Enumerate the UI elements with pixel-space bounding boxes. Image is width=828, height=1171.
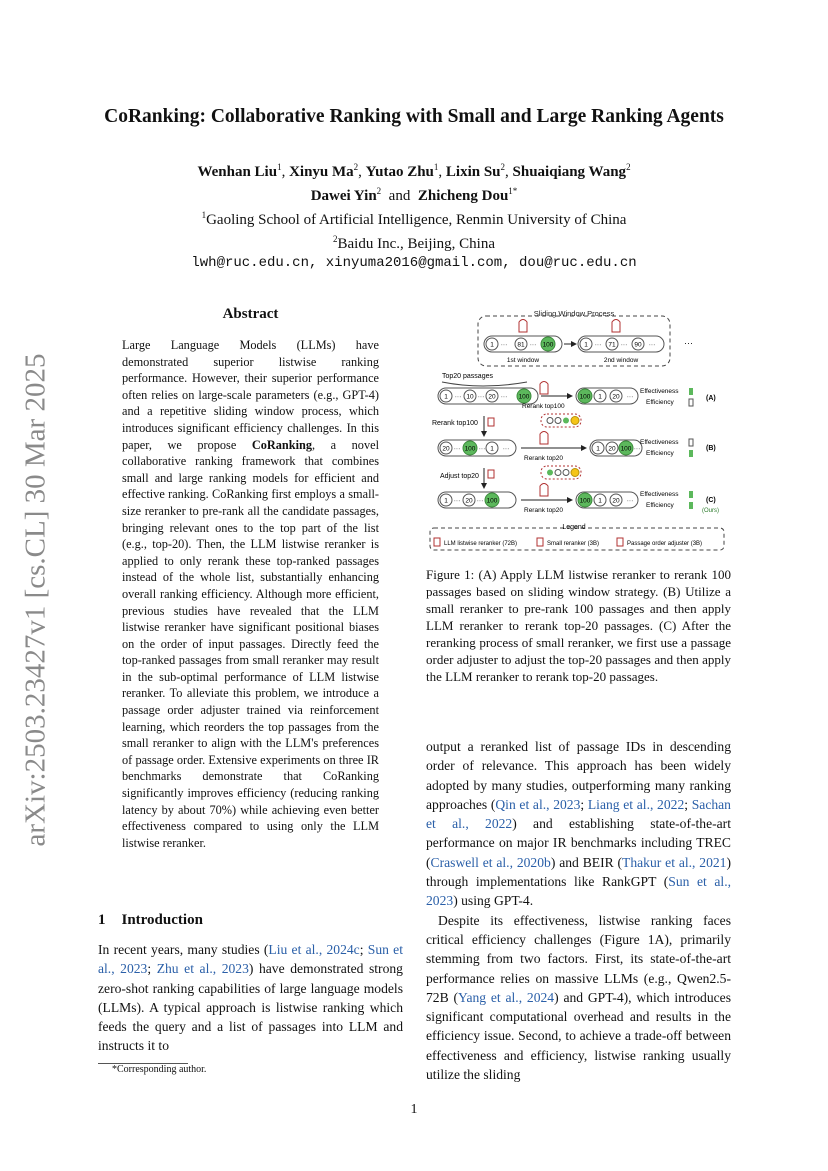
row-b-tag: (B) [706,445,716,452]
node-label: 100 [464,445,476,453]
affil-text: Baidu Inc., Beijing, China [337,236,495,252]
node-label: 1 [490,341,494,349]
node-label: 81 [517,341,525,349]
node-label: ··· [500,341,508,349]
text-run: ; [147,961,157,977]
author-sup: 1 [277,162,282,172]
abstract-heading: Abstract [222,306,279,322]
node-label: ··· [633,445,641,453]
row-b-output-nodes [592,441,640,455]
window-2-nodes [580,338,655,350]
row-c-output-nodes [578,493,633,507]
section-title: Introduction [121,912,203,928]
node-label: ··· [529,341,537,349]
node-label: ··· [453,445,461,453]
author-sup: 2 [626,162,631,172]
effectiveness-label: Effectiveness [640,491,679,498]
ellipsis: ··· [684,338,693,348]
node-label: ··· [626,497,634,505]
node-label: 1 [584,341,588,349]
effectiveness-bar [689,491,693,498]
legend-small-icon [537,538,543,546]
row-b-nodes [440,441,509,455]
abstract-bold-term: CoRanking [251,437,312,452]
order-adjuster-icon [488,470,494,478]
node-label: 100 [620,445,632,453]
node-label: 20 [465,497,473,505]
legend-adjuster-label: Passage order adjuster (3B) [627,541,703,547]
author-name: Yutao Zhu [365,164,434,180]
sliding-window-title: Sliding Window Process [533,309,615,318]
efficiency-bar [689,450,693,457]
citation-link[interactable]: Craswell et al., 2020b [430,854,551,870]
legend-adjuster-icon [617,538,623,546]
bubble-dot [555,470,561,476]
author-name: Xinyu Ma [289,164,354,180]
section-number: 1 [98,912,106,928]
bubble-dot [547,470,553,476]
citation-link[interactable]: Thakur et al., 2021 [622,854,727,870]
page-number: 1 [410,1102,418,1117]
legend-title: Legend [562,524,586,531]
top20-label: Top20 passages [442,373,493,380]
citation-link[interactable]: Liang et al., 2022 [587,796,685,812]
node-label: 20 [612,497,620,505]
abstract-text: Large Language Models (LLMs) have demonstrated superior listwise ranking performance. However, their superior performance often relies on large-scale parameters (e.g., GPT-4) and a repetitive sliding window process, which introduces significant efficiency challenges. In this paper, we propose [122,338,379,452]
author-name: Lixin Su [445,164,501,180]
node-label: 20 [612,393,620,401]
footnote: *Corresponding author. [112,1064,207,1075]
arxiv-sidebar-stamp [12,345,60,855]
window-1-label: 1st window [506,357,540,364]
affil-sup: 1 [201,210,207,220]
citation-link[interactable]: Liu et al., 2024c [268,942,360,957]
intro-heading [98,912,203,929]
llm-llama-icon [540,484,548,497]
rerank-top100-label: Rerank top100 [432,420,478,427]
legend-llm-label: LLM listwise reranker (72B) [444,541,518,547]
row-a-tag: (A) [706,395,716,402]
text-run: ) using GPT-4. [453,893,534,909]
abstract-text: , a novel collaborative ranking framework that combines small and large ranking models for efficient and effective ranking. CoRanking first employs a small-size reranker to pre-rank all the candidate passages, bringing relevant ones to the top part of the list (e.g., top-20). Then, the LLM listwise reranker is applied to only rerank these top-ranked passages instead of the whole list, substantially enhancing overall ranking efficiency. Although more efficient, previous studies have revealed that the LLM listwise reranker have significant positional biases on the order of input passages. Directly feed the top-ranked passages from small reranker may result in the sub-optimal performance of LLM listwise reranker. To alleviate this problem, we introduce a passage order adjuster trained via reinforcement learning, which reorders the top passages from the small reranker to align with the LLM's preferences of passage order. Extensive experiments on three IR benchmarks demonstrate that CoRanking significantly improves efficiency (reducing ranking latency by about 70%) while achieving even better effectiveness compared to using only the LLM listwise reranker. [122,437,379,850]
row-a-action: Rerank top100 [522,403,565,410]
author-sup: 1* [508,186,518,196]
author-name: Shuaiqiang Wang [512,164,627,180]
node-label: 71 [608,341,616,349]
author-emails: lwh@ruc.edu.cn, xinyuma2016@gmail.com, dou@ruc.edu.cn [191,255,637,271]
author-sup: 2 [353,162,359,172]
row-c-action: Rerank top20 [524,507,564,514]
node-label: 100 [486,497,498,505]
arxiv-id: arXiv:2503.23427v1 [cs.CL] 30 Mar 2025 [19,353,52,847]
text-run: ) and BEIR ( [550,854,623,870]
node-label: 90 [634,341,642,349]
legend-small-label: Small reranker (3B) [547,541,600,547]
text-run: ) and establishing state-of-the-art performance on major IR benchmarks including TREC ( [426,816,731,870]
text-run: ) have demonstrated strong zero-shot ranking capabilities of large language models (LLMs). A typical approach is listwise ranking which feeds the query and a list of passages into LLM and instructs it to [98,961,403,1054]
node-label: 20 [608,445,616,453]
node-label: 10 [466,393,474,401]
node-label: ··· [620,341,628,349]
author-name: Dawei Yin [310,188,377,204]
row-a-output-nodes [578,389,633,403]
node-label: 1 [596,445,600,453]
effectiveness-label: Effectiveness [640,388,679,395]
node-label: 1 [444,393,448,401]
sad-face-icon [571,417,579,425]
authors-line-2 [0,182,828,206]
citation-link[interactable]: Sun et al., 2023 [98,942,403,977]
node-label: ··· [477,393,485,401]
citation-link[interactable]: Sachan et al., 2022 [426,796,731,832]
happy-face-icon [571,469,579,477]
figure-1 [426,302,731,557]
author-name: Wenhan Liu [197,164,278,180]
node-label: ··· [478,445,486,453]
bubble-dot [555,418,561,424]
node-label: ··· [502,445,510,453]
affil-sup: 2 [333,234,338,244]
effectiveness-bar [689,439,693,446]
llm-llama-icon [540,432,548,445]
text-run: ; [684,796,692,812]
text-run: In recent years, many studies ( [98,942,269,957]
llm-llama-icon [540,382,548,395]
ours-tag: (Ours) [702,508,719,514]
right-column-body [426,737,731,1084]
intro-body [98,940,403,1056]
text-run: ) through implementations like RankGPT ( [426,854,732,890]
author-sup: 2 [500,162,506,172]
efficiency-label: Efficiency [646,450,674,457]
efficiency-label: Efficiency [646,502,674,509]
row-b-action: Rerank top20 [524,455,564,462]
node-label: 1 [598,393,602,401]
node-label: 20 [488,393,496,401]
node-label: ··· [453,497,461,505]
author-block [0,158,828,273]
node-label: 1 [598,497,602,505]
top20-brace [442,382,527,386]
text-run: ; [580,796,588,812]
text-run: ) and GPT-4), which introduces significant computational overhead and results in the efficiency issue. Second, to achieve a trade-off between effectiveness and efficiency, listwise ranking usually utilize the sliding [426,989,732,1083]
row-c-tag: (C) [706,497,716,504]
row-a-nodes [440,389,531,403]
abstract-body [122,337,379,851]
affiliation-2 [0,230,828,254]
node-label: ··· [500,393,508,401]
author-sup: 1 [433,162,439,172]
adjust-top20-label: Adjust top20 [440,473,479,480]
author-sup: 2 [376,186,382,196]
paper-title: CoRanking: Collaborative Ranking with Small and Large Ranking Agents [104,106,724,127]
small-reranker-icon [488,418,494,426]
row-c-nodes [440,493,499,507]
citation-link[interactable]: Yang et al., 2024 [458,989,555,1005]
window-1-nodes [486,337,555,351]
efficiency-label: Efficiency [646,399,674,406]
bubble-dot [563,418,569,424]
figure-1-diagram [426,302,731,557]
bubble-dot [563,470,569,476]
effectiveness-label: Effectiveness [640,439,679,446]
authors-line-1: Wenhan Liu$^1$, Xinyu Ma$^2$, Yutao Zhu$^1$, Lixin Su$^2$, Shuaiqiang Wang$^2$ [197,162,631,180]
node-label: 20 [442,445,450,453]
effectiveness-bar [689,388,693,395]
node-label: ··· [594,341,602,349]
citation-link[interactable]: Qin et al., 2023 [495,796,581,812]
node-label: 100 [518,393,530,401]
node-label: ··· [648,341,656,349]
node-label: 1 [490,445,494,453]
text-run: output a reranked list of passage IDs in descending order of relevance. This approach has been widely adopted by many studies, outperforming many ranking approaches ( [426,739,731,812]
node-label: 1 [444,497,448,505]
citation-link[interactable]: Sun et al., 2023 [426,874,731,909]
bubble-dot [547,418,553,424]
node-label: 100 [579,497,591,505]
author-name: Zhicheng Dou [417,188,509,204]
affil-text: Gaoling School of Artificial Intelligence, Renmin University of China [206,212,627,228]
node-label: ··· [454,393,462,401]
node-label: ··· [626,393,634,401]
window-2-label: 2nd window [603,357,639,364]
node-label: ··· [476,497,484,505]
node-label: 100 [542,341,554,349]
text-run: Despite its effectiveness, listwise ranking faces critical efficiency challenges (Figure 1A), primarily stemming from two factors. First, its state-of-the-art performance relies on massive LLMs (e.g., Qwen2.5-72B ( [426,912,731,1005]
figure-caption: Figure 1: (A) Apply LLM listwise reranker to rerank 100 passages based on sliding window strategy. (B) Utilize a small reranker to pre-rank 100 passages and then apply LLM reranker to rerank top-20 passages. (C) After the reranking process of small reranker, we first use a passage order adjuster to adjust the top-20 passages and then apply the LLM reranker to rerank top-20 passages. [426,567,731,684]
legend-llm-icon [434,538,440,546]
node-label: 100 [579,393,591,401]
text-run: ; [359,942,368,957]
llm-llama-icon [519,320,620,333]
author-and: and [388,188,411,204]
efficiency-bar [689,399,693,406]
citation-link[interactable]: Zhu et al., 2023 [156,961,249,977]
affiliation-1 [0,206,828,230]
efficiency-bar [689,502,693,509]
